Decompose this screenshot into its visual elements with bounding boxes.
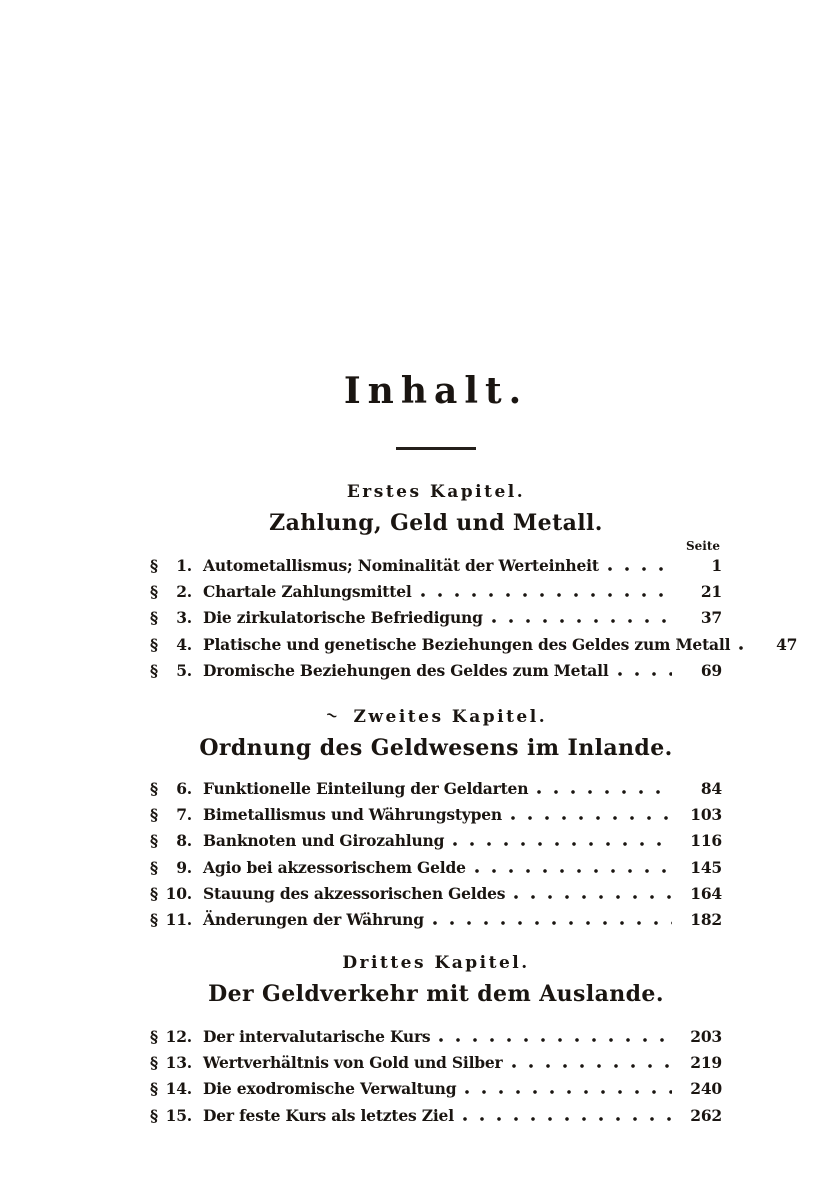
entry-title: Die zirkulatorische Befriedigung (203, 608, 483, 628)
chapter-title: Der Geldverkehr mit dem Auslande. (208, 981, 664, 1007)
entry-number: 15. (165, 1105, 192, 1125)
paragraph-mark: § (150, 1053, 158, 1073)
toc-entry-list (150, 1024, 722, 1129)
dot-leader (537, 790, 672, 794)
entry-title: Der intervalutarische Kurs (203, 1027, 431, 1046)
entry-number-cell (150, 1103, 192, 1129)
dot-leader (439, 1038, 672, 1042)
paragraph-mark: § (150, 805, 158, 825)
entry-number-cell (150, 579, 192, 605)
entry-number: 4. (176, 634, 192, 654)
entry-page-number: 182 (690, 910, 722, 930)
entry-number-cell (150, 632, 192, 658)
entry-title: Platische und genetische Beziehungen des Geldes zum Metall (203, 634, 731, 654)
paragraph-mark: § (150, 857, 158, 877)
entry-number-cell (150, 553, 192, 579)
title-divider-rule (396, 447, 476, 450)
entry-page-number: 145 (690, 857, 722, 877)
entry-page-number: 103 (690, 805, 722, 825)
toc-content (150, 0, 798, 1191)
entry-page-number: 37 (700, 608, 722, 628)
chapter-title: Zahlung, Geld und Metall. (269, 510, 603, 536)
entry-page-number: 21 (700, 582, 722, 602)
toc-entry (150, 907, 722, 933)
entry-number: 5. (176, 660, 192, 680)
entry-number-cell (150, 802, 192, 828)
entry-number: 1. (176, 556, 192, 575)
entry-number-cell (150, 1024, 192, 1050)
entry-number-cell (150, 605, 192, 631)
entry-number-cell (150, 907, 192, 933)
entry-number: 2. (176, 582, 192, 602)
toc-entry (150, 1076, 722, 1102)
chapter-heading-text: Zweites Kapitel. (353, 707, 548, 727)
entry-page-number: 69 (700, 660, 722, 680)
entry-number: 9. (176, 857, 192, 877)
paragraph-mark: § (150, 1105, 158, 1125)
entry-title: Chartale Zahlungsmittel (203, 582, 412, 602)
chapter-heading: Drittes Kapitel. (342, 953, 530, 973)
entry-page-number: 116 (690, 831, 722, 851)
dot-leader (463, 1117, 672, 1121)
dot-leader (433, 921, 672, 925)
toc-entry (150, 1024, 722, 1050)
dot-leader (475, 869, 672, 873)
entry-number: 6. (176, 779, 192, 798)
chapter-section-1 (150, 480, 798, 684)
entry-title: Wertverhältnis von Gold und Silber (203, 1053, 503, 1073)
toc-entry-list (150, 776, 722, 933)
dot-leader (608, 567, 672, 571)
entry-title: Autometallismus; Nominalität der Werteinheit (203, 556, 599, 575)
entry-number: 8. (176, 831, 192, 851)
toc-entry (150, 605, 722, 631)
entry-page-number: 47 (776, 634, 798, 654)
entry-number-cell (150, 881, 192, 907)
entry-number-cell (150, 828, 192, 854)
entry-title: Agio bei akzessorischem Gelde (203, 857, 466, 877)
entry-number: 3. (176, 608, 192, 628)
chapter-heading: Erstes Kapitel. (346, 482, 526, 502)
entry-number: 14. (165, 1079, 192, 1099)
entry-number: 12. (165, 1027, 192, 1046)
entry-page-number: 203 (690, 1027, 722, 1046)
toc-entry (150, 579, 722, 605)
entry-title: Stauung des akzessorischen Geldes (203, 883, 506, 903)
toc-entry (150, 1103, 722, 1129)
dot-leader (465, 1090, 672, 1094)
toc-entry (150, 553, 722, 579)
entry-page-number: 164 (690, 883, 722, 903)
dot-leader (453, 842, 672, 846)
entry-page-number: 240 (690, 1079, 722, 1099)
toc-entry (150, 828, 722, 854)
entry-title: Banknoten und Girozahlung (203, 831, 445, 851)
toc-entry (150, 855, 722, 881)
entry-number-cell (150, 1076, 192, 1102)
dot-leader (492, 619, 672, 623)
ornament-mark: ~ (323, 704, 341, 726)
paragraph-mark: § (150, 779, 158, 798)
paragraph-mark: § (150, 910, 158, 930)
chapter-title: Ordnung des Geldwesens im Inlande. (199, 735, 673, 761)
dot-leader (511, 816, 672, 820)
entry-page-number: 219 (690, 1053, 722, 1073)
entry-title: Änderungen der Währung (203, 910, 424, 930)
chapter-section-2 (150, 705, 722, 933)
entry-number-cell (150, 658, 192, 684)
paragraph-mark: § (150, 831, 158, 851)
chapter-section-3 (150, 951, 722, 1129)
paragraph-mark: § (150, 582, 158, 602)
entry-title: Der feste Kurs als letztes Ziel (203, 1105, 454, 1125)
entry-page-number: 1 (711, 556, 722, 575)
toc-entry (150, 1050, 722, 1076)
entry-page-number: 84 (700, 779, 722, 798)
paragraph-mark: § (150, 883, 158, 903)
toc-entry (150, 776, 722, 802)
toc-entry (150, 802, 722, 828)
entry-number: 13. (165, 1053, 192, 1073)
dot-leader (739, 646, 747, 650)
paragraph-mark: § (150, 660, 158, 680)
chapter-heading (150, 705, 722, 729)
page-title: Inhalt. (343, 370, 529, 412)
paragraph-mark: § (150, 1079, 158, 1099)
toc-entry (150, 881, 722, 907)
toc-entry-list (150, 553, 798, 684)
paragraph-mark: § (150, 634, 158, 654)
entry-number: 11. (165, 910, 192, 930)
entry-title: Funktionelle Einteilung der Geldarten (203, 779, 529, 798)
entry-page-number: 262 (690, 1105, 722, 1125)
seite-column-label: Seite (685, 539, 720, 553)
dot-leader (421, 593, 672, 597)
entry-title: Die exodromische Verwaltung (203, 1079, 457, 1099)
entry-number: 7. (176, 805, 192, 825)
entry-title: Bimetallismus und Währungstypen (203, 805, 502, 825)
entry-title: Dromische Beziehungen des Geldes zum Metall (203, 660, 609, 680)
paragraph-mark: § (150, 1027, 158, 1046)
entry-number-cell (150, 776, 192, 802)
dot-leader (618, 672, 672, 676)
toc-entry (150, 658, 722, 684)
paragraph-mark: § (150, 608, 158, 628)
entry-number: 10. (165, 883, 192, 903)
entry-number-cell (150, 1050, 192, 1076)
toc-entry (150, 632, 798, 658)
entry-number-cell (150, 855, 192, 881)
paragraph-mark: § (150, 556, 158, 575)
dot-leader (514, 895, 672, 899)
dot-leader (512, 1064, 672, 1068)
